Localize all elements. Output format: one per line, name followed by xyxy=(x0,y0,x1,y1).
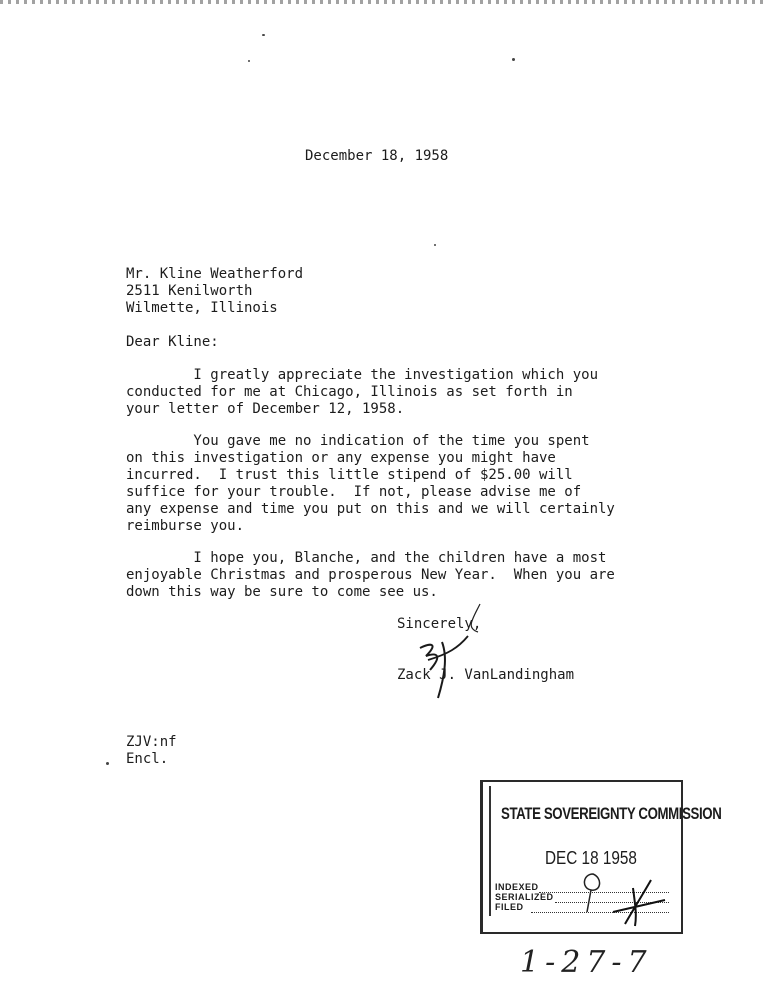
stamp-date: DEC 18 1958 xyxy=(545,848,637,868)
address-line: Mr. Kline Weatherford xyxy=(126,266,304,282)
scan-speck xyxy=(106,762,109,765)
address-line: 2511 Kenilworth xyxy=(126,283,253,299)
stamp-handwriting xyxy=(573,864,673,930)
body-line: conducted for me at Chicago, Illinois as set forth in xyxy=(126,384,573,400)
stamp-serialized: SERIALIZED xyxy=(495,892,554,902)
body-line: suffice for your trouble. If not, please advise me of xyxy=(126,484,582,500)
body-line: on this investigation or any expense you might have xyxy=(126,450,556,466)
body-line: You gave me no indication of the time you spent xyxy=(126,433,590,449)
scan-speck xyxy=(434,244,436,246)
stamp-indexed: INDEXED xyxy=(495,882,539,892)
body-line: I greatly appreciate the investigation which you xyxy=(126,367,599,383)
scan-speck xyxy=(512,58,515,61)
stamp-filed: FILED xyxy=(495,902,524,912)
stamp-title: STATE SOVEREIGNTY COMMISSION xyxy=(501,804,722,823)
typist-initials: ZJV:nf xyxy=(126,734,177,750)
enclosure-note: Encl. xyxy=(126,751,169,767)
file-number: 1-27-7 xyxy=(520,945,653,980)
closing: Sincerely, xyxy=(397,616,482,632)
scan-speck xyxy=(248,60,250,62)
body-line: your letter of December 12, 1958. xyxy=(126,401,405,417)
body-line: incurred. I trust this little stipend of $25.00 will xyxy=(126,467,573,483)
salutation: Dear Kline: xyxy=(126,334,219,350)
body-line: I hope you, Blanche, and the children have a most xyxy=(126,550,607,566)
body-line: enjoyable Christmas and prosperous New Year. When you are xyxy=(126,567,615,583)
top-edge-marks xyxy=(0,0,763,4)
scan-speck xyxy=(262,34,265,36)
body-line: reimburse you. xyxy=(126,518,245,534)
handwritten-signature xyxy=(408,598,518,708)
body-line: down this way be sure to come see us. xyxy=(126,584,438,600)
received-stamp xyxy=(480,780,722,934)
body-line: any expense and time you put on this and we will certainly xyxy=(126,501,615,517)
signer-name: Zack J. VanLandingham xyxy=(397,667,575,683)
letter-date: December 18, 1958 xyxy=(305,148,449,164)
address-line: Wilmette, Illinois xyxy=(126,300,278,316)
